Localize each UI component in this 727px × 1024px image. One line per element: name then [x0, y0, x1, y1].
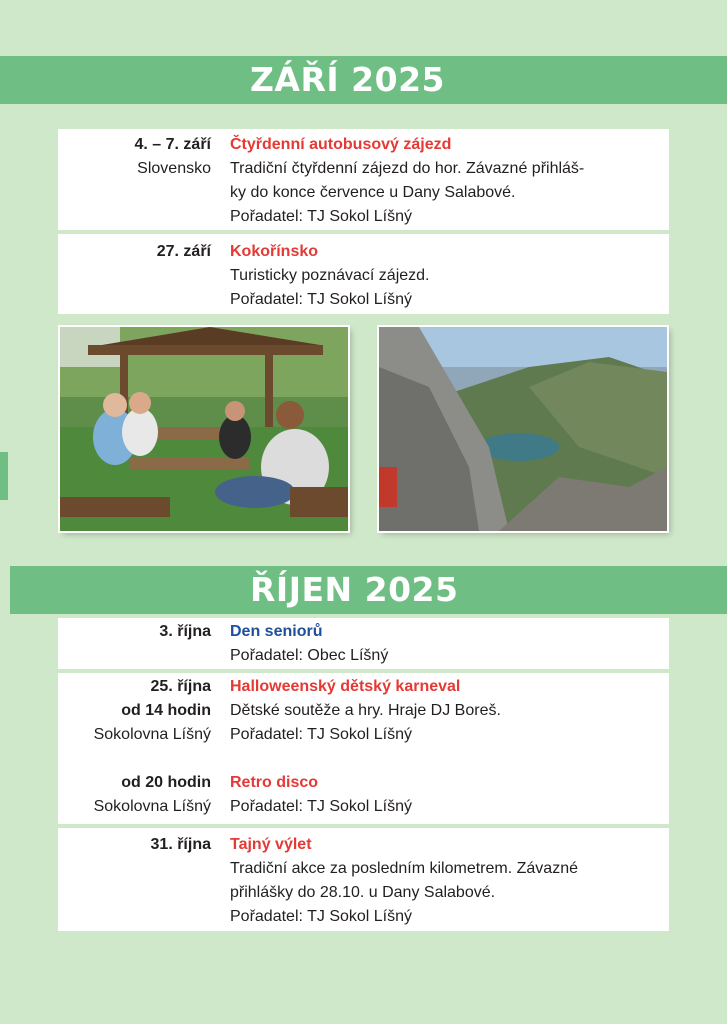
event-card	[58, 129, 669, 230]
event-title: Halloweenský dětský karneval	[230, 678, 461, 695]
event-date: 25. října	[150, 678, 211, 695]
event-place: Slovensko	[137, 160, 211, 177]
event-card	[58, 828, 669, 931]
section-title: ZÁŘÍ 2025	[250, 60, 445, 99]
photo-picnic-group	[60, 327, 348, 531]
event-place: Sokolovna Líšný	[93, 798, 211, 815]
section-title: ŘÍJEN 2025	[250, 570, 459, 609]
event-description: Turisticky poznávací zájezd.	[230, 267, 430, 284]
page-edge-tab	[0, 452, 8, 500]
event-organizer: Pořadatel: TJ Sokol Líšný	[230, 908, 413, 925]
event-card	[58, 234, 669, 314]
event-description: Tradiční akce za posledním kilometrem. Závazné	[230, 860, 578, 877]
event-title: Čtyřdenní autobusový zájezd	[230, 136, 452, 153]
event-time: od 20 hodin	[121, 774, 211, 791]
event-place: Sokolovna Líšný	[93, 726, 211, 743]
event-description: ky do konce července u Dany Salabové.	[230, 184, 516, 201]
event-title: Den seniorů	[230, 623, 323, 640]
event-organizer: Pořadatel: TJ Sokol Líšný	[230, 726, 413, 743]
event-organizer: Pořadatel: TJ Sokol Líšný	[230, 798, 413, 815]
event-description: přihlášky do 28.10. u Dany Salabové.	[230, 884, 496, 901]
event-card	[58, 618, 669, 669]
event-title: Retro disco	[230, 774, 319, 791]
section-header-october	[10, 566, 727, 614]
event-organizer: Pořadatel: TJ Sokol Líšný	[230, 291, 413, 308]
event-card	[58, 673, 669, 824]
event-date: 4. – 7. září	[134, 136, 211, 153]
event-list-september	[58, 129, 669, 318]
event-date: 27. září	[156, 243, 211, 260]
event-list-october	[58, 618, 669, 935]
event-title: Kokořínsko	[230, 243, 319, 260]
photo-mountain-lake	[379, 327, 667, 531]
event-time: od 14 hodin	[121, 702, 211, 719]
event-title: Tajný výlet	[230, 836, 312, 853]
event-date: 3. října	[159, 623, 211, 640]
event-date: 31. října	[150, 836, 211, 853]
event-organizer: Pořadatel: Obec Líšný	[230, 647, 389, 664]
section-header-september	[0, 56, 727, 104]
event-organizer: Pořadatel: TJ Sokol Líšný	[230, 208, 413, 225]
event-description: Tradiční čtyřdenní zájezd do hor. Závazné přihláš-	[230, 160, 585, 177]
event-description: Dětské soutěže a hry. Hraje DJ Boreš.	[230, 702, 501, 719]
